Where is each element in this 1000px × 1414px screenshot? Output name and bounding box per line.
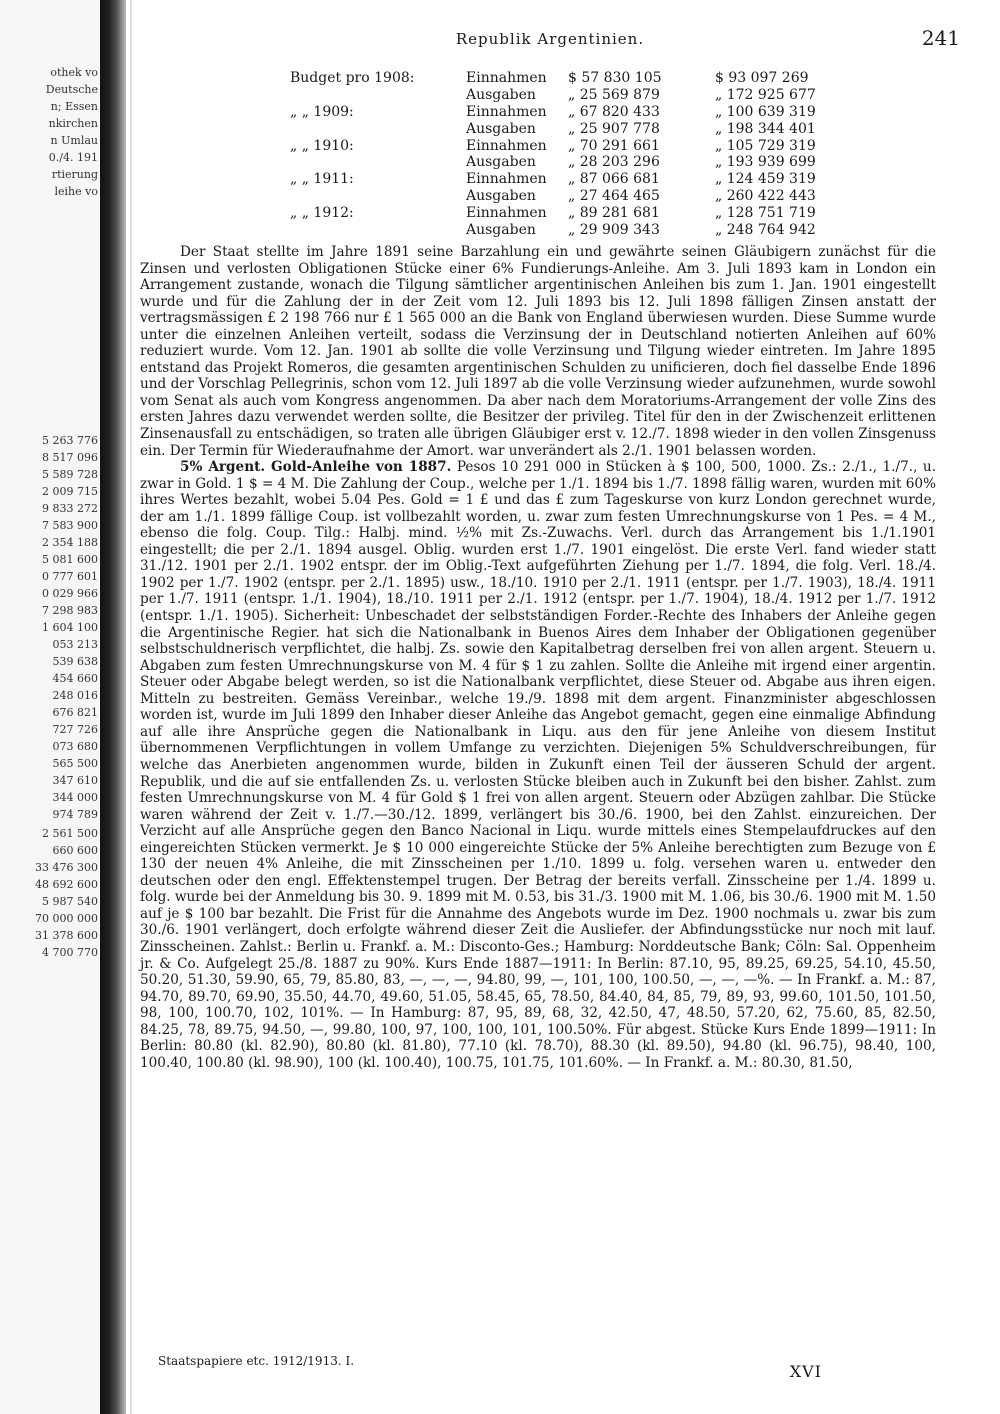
- margin-fragment: 4 700 770: [42, 946, 98, 959]
- margin-fragment: 248 016: [52, 689, 98, 702]
- budget-row: [290, 121, 870, 138]
- budget-value-2: „ 198 344 401: [715, 120, 816, 137]
- margin-fragment: n; Essen: [50, 100, 98, 113]
- footer-left: Staatspapiere etc. 1912/1913. I.: [158, 1354, 355, 1368]
- margin-fragment: 5 081 600: [42, 553, 98, 566]
- gutter-shadow-line: [130, 0, 132, 1414]
- margin-fragment: 974 789: [52, 808, 98, 821]
- margin-fragment: 8 517 096: [42, 451, 98, 464]
- budget-value-1: „ 29 909 343: [568, 222, 660, 239]
- budget-value-1: „ 87 066 681: [568, 171, 660, 188]
- margin-fragment: n Umlau: [50, 134, 98, 147]
- running-head: Republik Argentinien.: [455, 30, 645, 48]
- budget-row: [290, 138, 870, 155]
- budget-row: [290, 188, 870, 205]
- budget-value-1: „ 25 569 879: [568, 86, 660, 103]
- margin-fragment: rtierung: [51, 168, 98, 181]
- margin-fragment: leihe vo: [54, 185, 98, 198]
- budget-value-2: „ 193 939 699: [715, 154, 816, 171]
- margin-fragment: 2 354 188: [42, 536, 98, 549]
- section-title: 5% Argent. Gold-Anleihe von 1887.: [180, 459, 452, 476]
- budget-year-label: Budget pro 1908:: [290, 70, 415, 86]
- budget-kind: Einnahmen: [466, 171, 547, 188]
- margin-fragment: 660 600: [52, 844, 98, 857]
- margin-fragment: 70 000 000: [35, 912, 98, 925]
- budget-row: [290, 87, 870, 104]
- budget-year-label: „ „ 1910:: [290, 137, 354, 154]
- margin-fragment: 727 726: [52, 723, 98, 736]
- margin-fragment: 5 987 540: [42, 895, 98, 908]
- page-number: 241: [921, 26, 960, 50]
- budget-table: [290, 70, 870, 239]
- budget-value-1: $ 57 830 105: [568, 70, 662, 86]
- page-header: [140, 24, 960, 48]
- budget-year-label: „ „ 1911:: [290, 171, 354, 188]
- margin-fragment: 7 583 900: [42, 519, 98, 532]
- margin-fragment: 0 029 966: [42, 587, 98, 600]
- budget-kind: Einnahmen: [466, 137, 547, 154]
- margin-fragment: 7 298 983: [42, 604, 98, 617]
- margin-fragment: 2 009 715: [42, 485, 98, 498]
- margin-fragment: 48 692 600: [35, 878, 98, 891]
- budget-value-2: „ 105 729 319: [715, 137, 816, 154]
- paragraph-moratorium: Der Staat stellte im Jahre 1891 seine Barzahlung ein und gewährte seinen Gläubigern zunächst für die Zinsen und verlosten Obligationen Stücke einer 6% Fundierungs-Anleihe. Am 3. Juli 1893 kam in London ein Arrangement zustande, wonach die Tilgung sämtlicher argentinischen Anleihen bis zum 1. Jan. 1901 eingestellt wurde und für die Zahlung der in der Zeit vom 12. Juli 1893 bis 12. Juli 1898 fälligen Zinsen anstatt der vertragsmässigen £ 2 198 766 nur £ 1 565 000 an die Bank von England überwiesen wurden. Diese Summe wurde unter die einzelnen Anleihen verteilt, sodass die Verzinsung der in Deutschland notierten Anleihen auf 60% reduziert wurde. Vom 12. Jan. 1901 ab sollte die volle Verzinsung und Tilgung wieder eintreten. Im Jahre 1895 entstand das Projekt Romeros, die gesamten argentinischen Schulden zu unificieren, doch fiel dasselbe Ende 1896 und der Vorschlag Pellegrinis, schon vom 12. Juli 1897 ab die volle Verzinsung wieder aufzunehmen, wurde sowohl vom Senat als auch vom Kongress angenommen. Da aber nach dem Moratoriums-Arrangement der volle Zins des ersten Jahres dazu verwendet werden sollte, die Besitzer der privileg. Titel für den in der Zwischenzeit erlittenen Zinsenausfall zu entschädigen, so traten alle übrigen Gläubiger erst v. 12./7. 1898 wieder in den vollen Zinsgenuss ein. Der Termin für Wiederaufnahme der Amort. war unverändert als 2./1. 1901 belassen worden.: [140, 244, 936, 459]
- section-text: Pesos 10 291 000 in Stücken à $ 100, 500, 1000. Zs.: 2./1., 1./7., u. zwar in Gold. 1 $ = 4 M. Die Zahlung der Coup., welche per 1./1. 1894 bis 1./7. 1898 fällig waren, wurden mit 60% ihres Wertes bezahlt, wobei 5.04 Pes. Gold = 1 £ und das £ zum Tageskurse von kurz London gerechnet wurde, der am 1./1. 1899 fällige Coup. ist vollbezahlt worden, u. zwar zum festen Umrechnungskurse von 1 Pes. = 4 M., ebenso die folg. Coup. Tilg.: Halbj. mind. ½% mit Zs.-Zuwachs. Verl. durch das Arrangement bis 1./1.1901 eingestellt; die per 2./1. 1894 ausgel. Oblig. wurden erst 1./7. 1901 eingelöst. Die erste Verl. fand wieder statt 31./12. 1901 per 2./1. 1902 entspr. der im Oblig.-Text aufgeführten Ziehung per 1./7. 1894, die folg. Verl. 18./4. 1902 per 1./7. 1902 (entspr. per 2./1. 1895) usw., 18./10. 1910 per 2./1. 1911 (entspr. per 1./7. 1903), 18./4. 1911 per 1./7. 1911 (entspr. 1./1. 1904), 18./10. 1911 per 2./1. 1912 (entspr. per 1./7. 1904), 18./4. 1912 per 1./7. 1912 (entspr. 1./1. 1905). Sicherheit: Unbeschadet der selbstständigen Forder.-Rechte des Inhabers der Anleihe gegen die Argentinische Regier. hat sich die Nationalbank in Buenos Aires dem Inhaber der Obligationen gegenüber selbstschuldnerisch verpflichtet, die halbj. Zs. sowie den Kapitalbetrag derselben frei von allen argent. Steuern u. Abgaben zum festen Umrechnungskurse von M. 4 für $ 1 zu zahlen. Sollte die Anleihe mit irgend einer argentin. Steuer oder Abgabe belegt werden, so ist die Nationalbank verpflichtet, diese Steuer od. Abgabe aus ihren eigen. Mitteln zu bestreiten. Gemäss Vereinbar., welche 19./9. 1898 mit dem argent. Finanzminister abgeschlossen worden ist, wurde im Juli 1899 den Inhaber dieser Anleihe das Angebot gemacht, gegen eine einmalige Abfindung auf alle ihre Ansprüche gegen die Nationalbank in Liqu. aus den für jene Anleihe von diesem Institut übernommenen Verpflichtungen in vollem Umfange zu verzichten. Diejenigen 5% Schuldverschreibungen, für welche das Anerbieten angenommen wurde, bilden in Zukunft einen Teil der äusseren Schuld der argent. Republik, und die auf sie entfallenden Zs. u. verlosten Stücke bleiben auch in Zukunft bei den bisher. Zahlst. zum festen Umrechnungskurse von M. 4 für Gold $ 1 frei von allen argent. Steuern oder Abzügen zahlbar. Die Stücke waren während der Zeit v. 1./7.—30./12. 1899, verlängert bis 30./6. 1900, bei den Zahlst. einzureichen. Der Verzicht auf alle Ansprüche gegen den Banco Nacional in Liqu. wurde mittels eines Stempelaufdruckes auf den eingereichten Stücken vermerkt. Je $ 10 000 eingereichte Stücke der 5% Anleihe berechtigten zum Bezuge von £ 130 der neuen 4% Anleihe, die mit Zinsscheinen per 1./10. 1899 u. folg. versehen waren u. entweder den deutschen oder den engl. Effektenstempel trugen. Der Betrag der bereits verfall. Zinsscheine per 1./4. 1899 u. folg. wurde bei der Anmeldung bis 30. 9. 1899 mit M. 0.53, bis 31./3. 1900 mit M. 1.06, bis 30./6. 1900 mit M. 1.50 auf je $ 100 bar bezahlt. Die Frist für die Annahme des Angebots wurde im Dez. 1900 nochmals u. zwar bis zum 30./6. 1901 verlängert, doch erfolgte während dieser Zeit die Ausliefer. der Abfindungsstücke nur noch mit lauf. Zinsscheinen. Zahlst.: Berlin u. Frankf. a. M.: Disconto-Ges.; Hamburg: Norddeutsche Bank; Cöln: Sal. Oppenheim jr. & Co. Aufgelegt 25./8. 1887 zu 90%. Kurs Ende 1887—1911: In Berlin: 87.10, 95, 89.25, 69.25, 54.10, 45.50, 50.20, 51.30, 59.90, 65, 79, 85.80, 83, —, —, —, 94.80, 99, —, 101, 100, 100.50, —, —, —%. — In Frankf. a. M.: 87, 94.70, 89.70, 69.90, 35.50, 44.70, 49.60, 51.05, 58.45, 65, 78.50, 84.40, 84, 85, 79, 89, 93, 99.60, 101.50, 101.50, 98, 100, 100.70, 102, 101%. — In Hamburg: 87, 95, 89, 68, 32, 42.50, 47, 48.50, 57.20, 62, 75.60, 85, 82.50, 84.25, 78, 89.75, 94.50, —, 99.80, 100, 97, 100, 100, 101, 100.50%. Für abgest. Stücke Kurs Ende 1899—1911: In Berlin: 80.80 (kl. 82.90), 80.80 (kl. 81.80), 77.10 (kl. 78.70), 88.30 (kl. 89.50), 94.80 (kl. 96.75), 98.40, 100, 100.40, 100.80 (kl. 98.90), 100 (kl. 100.40), 100.75, 101.75, 101.60%. — In Frankf. a. M.: 80.30, 81.50,: [140, 459, 937, 1071]
- main-text: [140, 244, 936, 1071]
- budget-value-2: „ 124 459 319: [715, 171, 816, 188]
- margin-fragment: 9 833 272: [42, 502, 98, 515]
- budget-value-2: „ 172 925 677: [715, 86, 816, 103]
- margin-fragment: Deutsche: [45, 83, 98, 96]
- page-footer: [140, 1354, 960, 1402]
- budget-kind: Einnahmen: [466, 205, 547, 222]
- budget-kind: Einnahmen: [466, 103, 547, 120]
- margin-fragment: 0./4. 191: [48, 151, 98, 164]
- margin-fragment: 33 476 300: [35, 861, 98, 874]
- budget-value-2: „ 100 639 319: [715, 103, 816, 120]
- budget-value-1: „ 25 907 778: [568, 120, 660, 137]
- margin-fragment: 5 589 728: [42, 468, 98, 481]
- section-gold-anleihe: [140, 459, 936, 1071]
- margin-fragment: 053 213: [52, 638, 98, 651]
- margin-fragment: nkirchen: [48, 117, 98, 130]
- budget-value-1: „ 67 820 433: [568, 103, 660, 120]
- margin-fragment: 676 821: [52, 706, 98, 719]
- budget-kind: Ausgaben: [466, 154, 536, 171]
- budget-row: [290, 104, 870, 121]
- margin-fragment: 347 610: [52, 774, 98, 787]
- budget-year-label: „ „ 1912:: [290, 205, 354, 222]
- budget-value-2: „ 260 422 443: [715, 188, 816, 205]
- budget-value-2: „ 128 751 719: [715, 205, 816, 222]
- book-gutter: [100, 0, 126, 1414]
- budget-kind: Einnahmen: [466, 70, 547, 86]
- budget-row: [290, 154, 870, 171]
- margin-fragment: 5 263 776: [42, 434, 98, 447]
- budget-kind: Ausgaben: [466, 222, 536, 239]
- margin-fragment: 565 500: [52, 757, 98, 770]
- margin-fragment: 31 378 600: [35, 929, 98, 942]
- budget-value-2: „ 248 764 942: [715, 222, 816, 239]
- footer-signature: XVI: [789, 1362, 822, 1381]
- budget-year-label: „ „ 1909:: [290, 103, 354, 120]
- margin-fragment: 2 561 500: [42, 827, 98, 840]
- budget-kind: Ausgaben: [466, 86, 536, 103]
- margin-fragment: 539 638: [52, 655, 98, 668]
- budget-row: [290, 171, 870, 188]
- margin-fragment: 1 604 100: [42, 621, 98, 634]
- margin-fragment: 454 660: [52, 672, 98, 685]
- margin-fragment: 073 680: [52, 740, 98, 753]
- budget-row: [290, 222, 870, 239]
- budget-row: [290, 70, 870, 87]
- budget-kind: Ausgaben: [466, 188, 536, 205]
- budget-row: [290, 205, 870, 222]
- budget-value-2: $ 93 097 269: [715, 70, 809, 86]
- budget-value-1: „ 27 464 465: [568, 188, 660, 205]
- budget-value-1: „ 70 291 661: [568, 137, 660, 154]
- left-page-strip: [0, 0, 100, 1414]
- margin-fragment: othek vo: [50, 66, 98, 79]
- budget-value-1: „ 28 203 296: [568, 154, 660, 171]
- margin-fragment: 0 777 601: [42, 570, 98, 583]
- margin-fragment: 344 000: [52, 791, 98, 804]
- budget-kind: Ausgaben: [466, 120, 536, 137]
- budget-value-1: „ 89 281 681: [568, 205, 660, 222]
